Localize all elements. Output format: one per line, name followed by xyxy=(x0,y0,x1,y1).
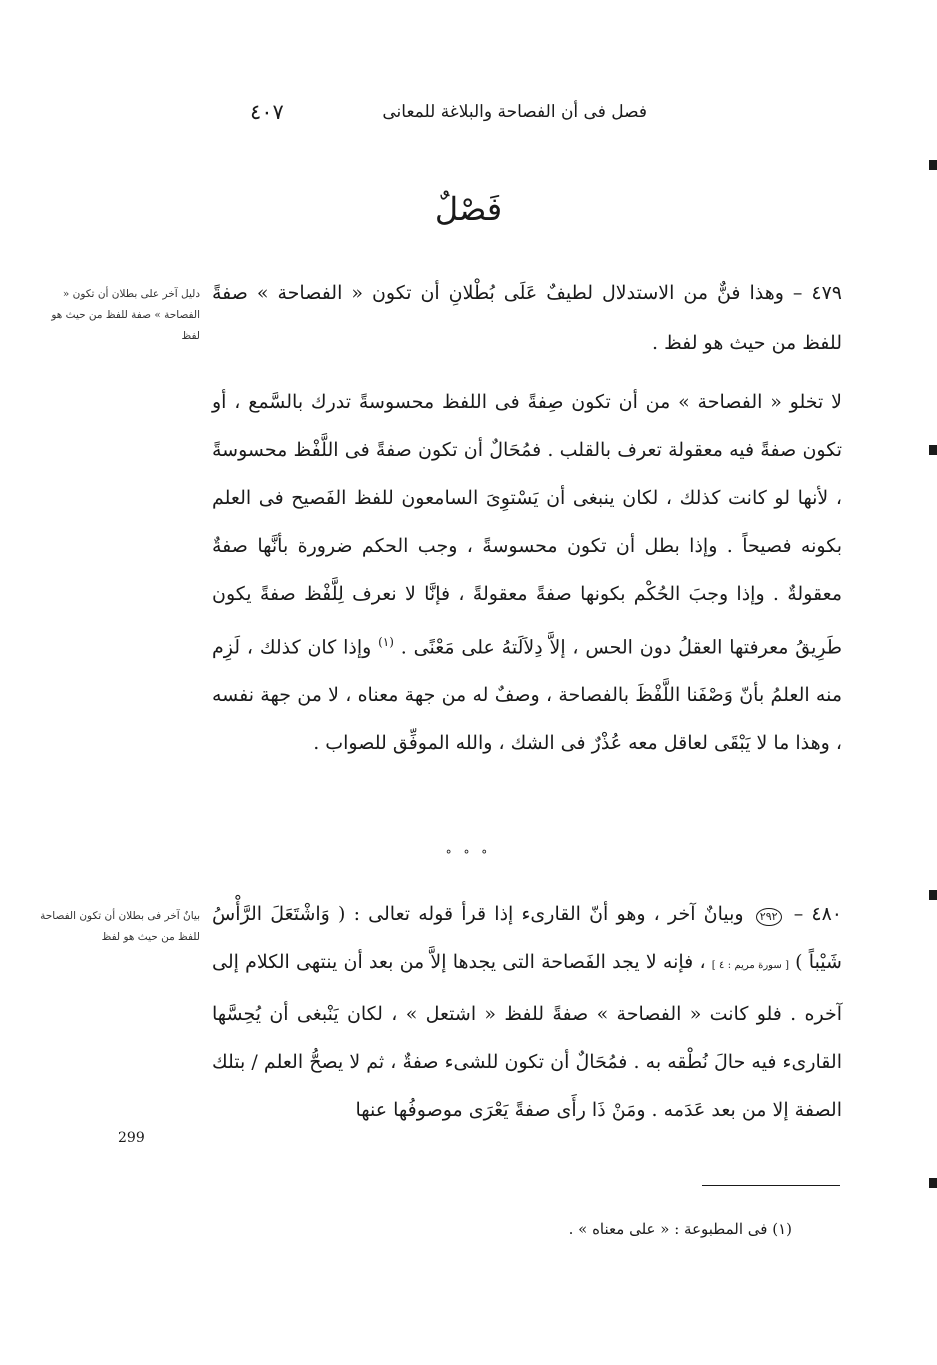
edge-mark xyxy=(929,1178,937,1188)
footnote-divider xyxy=(702,1185,840,1186)
paragraph-479-body xyxy=(212,378,842,767)
footnote: (١) فى المطبوعة : « على معناه » . xyxy=(568,1220,792,1238)
paragraph-480 xyxy=(212,890,842,1134)
marginal-page-number: 299 xyxy=(118,1130,145,1146)
circled-number: ٢٩٢ xyxy=(756,908,782,926)
page-number: ٤٠٧ xyxy=(250,100,284,124)
running-title: فصل فى أن الفصاحة والبلاغة للمعانى xyxy=(382,102,647,122)
section-title: فَصْلٌ xyxy=(434,190,503,228)
section-separator: ° ° ° xyxy=(445,848,492,862)
paragraph-479-lead xyxy=(212,268,842,368)
paragraph-480-number: ٤٨٠ – xyxy=(793,903,842,925)
edge-mark xyxy=(929,160,937,170)
paragraph-480-text-b: ، فإنه لا يجد الفَصاحة التى يجدها إلاَّ من بعد أن ينتهى الكلام إلى آخره . فلو كانت « الفصاحة » صفةً للفظ « اشتعل » ، لكان يَنْبغى أن يُحِسَّها القارىء فيه حالَ نُطْقه به . فمُحَالٌ أن تكون للشىء صفةٌ ، ثم لا يصحُّ العلم / بتلك الصفة إلا من بعد عَدَمه . ومَنْ ذَا رأَى صفةً يَعْرَى موصوفُها عنها xyxy=(212,951,842,1121)
edge-mark xyxy=(929,445,937,455)
paragraph-479-body-a: لا تخلو « الفصاحة » من أن تكون صِفةً فى اللفظ محسوسةً تدرك بالسَّمع ، أو تكون صفةً فيه معقولة تعرف بالقلب . فمُحَالٌ أن تكون صفةً فى اللَّفْظ محسوسةً ، لأنها لو كانت كذلك ، لكان ينبغى أن يَسْتوِىَ السامعون للفظ الفَصيح فى العلم بكونه فصيحاً . وإذا بطل أن تكون محسوسةً ، وجب الحكم ضرورة بأنَّها صفةٌ معقولةٌ . وإذا وجبَ الحُكْم بكونها صفةً معقولةً ، فإنَّا لا نعرف لِلَّفْظ صفةً يكون طَرِيقُ معرفتها العقلُ دون الحس ، إلاَّ دِلاَلَتهُ على مَعْنًى . xyxy=(212,391,842,659)
paragraph-479-body-b: وإذا كان كذلك ، لَزِم منه العلمُ بأنّ وَصْفَنا اللَّفْظَ بالفصاحة ، وصفٌ له من جهة معناه ، لا من جهة نفسه ، وهذا ما لا يَبْقَى لعاقل معه عُذْرٌ فى الشك ، والله الموفِّق للصواب . xyxy=(212,636,842,755)
paragraph-479-lead-text: ٤٧٩ – وهذا فنٌّ من الاستدلال لطيفٌ عَلَى بُطْلانِ أن تكون « الفصاحة » صفةً للفظ من حيث هو لفظ . xyxy=(212,282,842,354)
verse-reference: [ سورة مريم : ٤ ] xyxy=(711,960,789,971)
margin-note-480: بيانٌ آخر فى بطلان أن تكون الفصاحة للفظ من حيث هو لفظ xyxy=(40,910,200,943)
paragraph-480-text-a: وبيانٌ آخر ، وهو أنّ القارىء إذا قرأ قوله تعالى : ( وَاشْتَعَلَ الرَّأْسُ شَيْباً ) xyxy=(212,903,842,973)
margin-note-479: دليل آخر على بطلان أن تكون « الفصاحة » صفة للفظ من حيث هو لفظ xyxy=(51,288,200,342)
edge-mark xyxy=(929,890,937,900)
footnote-ref: (١) xyxy=(378,635,394,649)
